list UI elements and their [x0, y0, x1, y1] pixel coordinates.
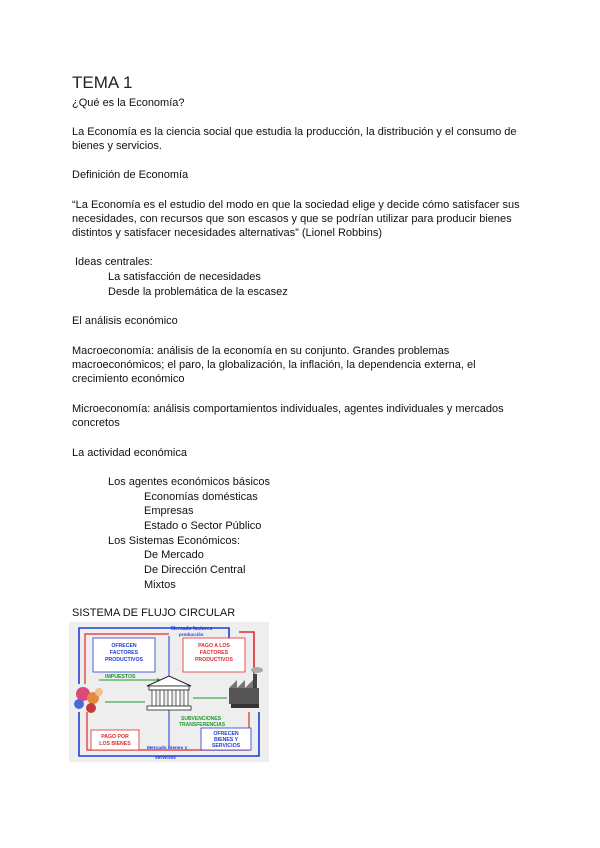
label-subsidies: TRANSFERENCIAS	[179, 722, 226, 728]
box-text: PAGO A LOS	[198, 643, 230, 649]
box-text: OFRECEN	[213, 731, 239, 737]
list-item: Los agentes económicos básicos	[108, 476, 271, 488]
paragraph-line: Microeconomía: análisis comportamientos individuales, agentes individuales y mercados	[72, 403, 504, 415]
quote-line: necesidades, con recursos que son escasos y que se podrían utilizar para producir bienes	[72, 213, 512, 225]
section-heading: Definición de Economía	[72, 169, 189, 181]
label-box	[91, 730, 139, 750]
box-text: OFRECEN	[111, 643, 137, 649]
list-item: Mixtos	[144, 579, 176, 591]
label-bottom-market: servicios	[155, 756, 176, 761]
list-item: Estado o Sector Público	[144, 520, 262, 532]
box-text: BIENES Y	[213, 737, 239, 743]
figure-title: SISTEMA DE FLUJO CIRCULAR	[72, 607, 236, 619]
list-item: De Mercado	[144, 549, 204, 561]
circular-flow-diagram	[69, 622, 269, 762]
box-text: PRODUCTIVOS	[194, 657, 234, 663]
list-item: De Dirección Central	[144, 564, 246, 576]
paragraph-line: crecimiento económico	[72, 373, 185, 385]
list-item: Economías domésticas	[144, 491, 258, 503]
box-text: FACTORES	[199, 650, 229, 656]
paragraph-line: bienes y servicios.	[72, 140, 162, 152]
label-top-market: producción	[179, 632, 204, 637]
label-bottom-market: Mercado bienes y	[147, 746, 188, 751]
label-top-market: Mercado factores	[171, 626, 213, 632]
page-title: TEMA 1	[72, 73, 133, 92]
quote-line: distintos y satisfacer necesidades alternativas” (Lionel Robbins)	[72, 227, 382, 239]
section-heading: El análisis económico	[72, 315, 178, 327]
quote-line: “La Economía es el estudio del modo en que la sociedad elige y decide cómo satisfacer sus	[72, 199, 520, 211]
section-heading: Ideas centrales:	[75, 256, 153, 268]
list-item: Los Sistemas Económicos:	[108, 535, 241, 547]
section-heading: La actividad económica	[72, 447, 187, 459]
paragraph-line: concretos	[72, 417, 120, 429]
box-text: PRODUCTIVOS	[104, 657, 144, 663]
question-heading: ¿Qué es la Economía?	[72, 97, 185, 109]
box-text: PAGO POR	[101, 734, 129, 740]
paragraph-line: Macroeconomía: análisis de la economía en su conjunto. Grandes problemas	[72, 345, 450, 357]
label-taxes: IMPUESTOS	[105, 674, 136, 680]
paragraph-line: La Economía es la ciencia social que estudia la producción, la distribución y el consumo de	[72, 126, 517, 138]
list-item: La satisfacción de necesidades	[108, 271, 261, 283]
box-text: LOS BIENES	[99, 741, 131, 747]
box-text: SERVICIOS	[211, 743, 241, 749]
box-text: FACTORES	[109, 650, 139, 656]
label-subsidies: SUBVENCIONES	[181, 716, 222, 722]
list-item: Empresas	[144, 505, 194, 517]
list-item: Desde la problemática de la escasez	[108, 286, 288, 298]
paragraph-line: macroeconómicos; el paro, la globalización, la inflación, la dependencia externa, el	[72, 359, 476, 371]
